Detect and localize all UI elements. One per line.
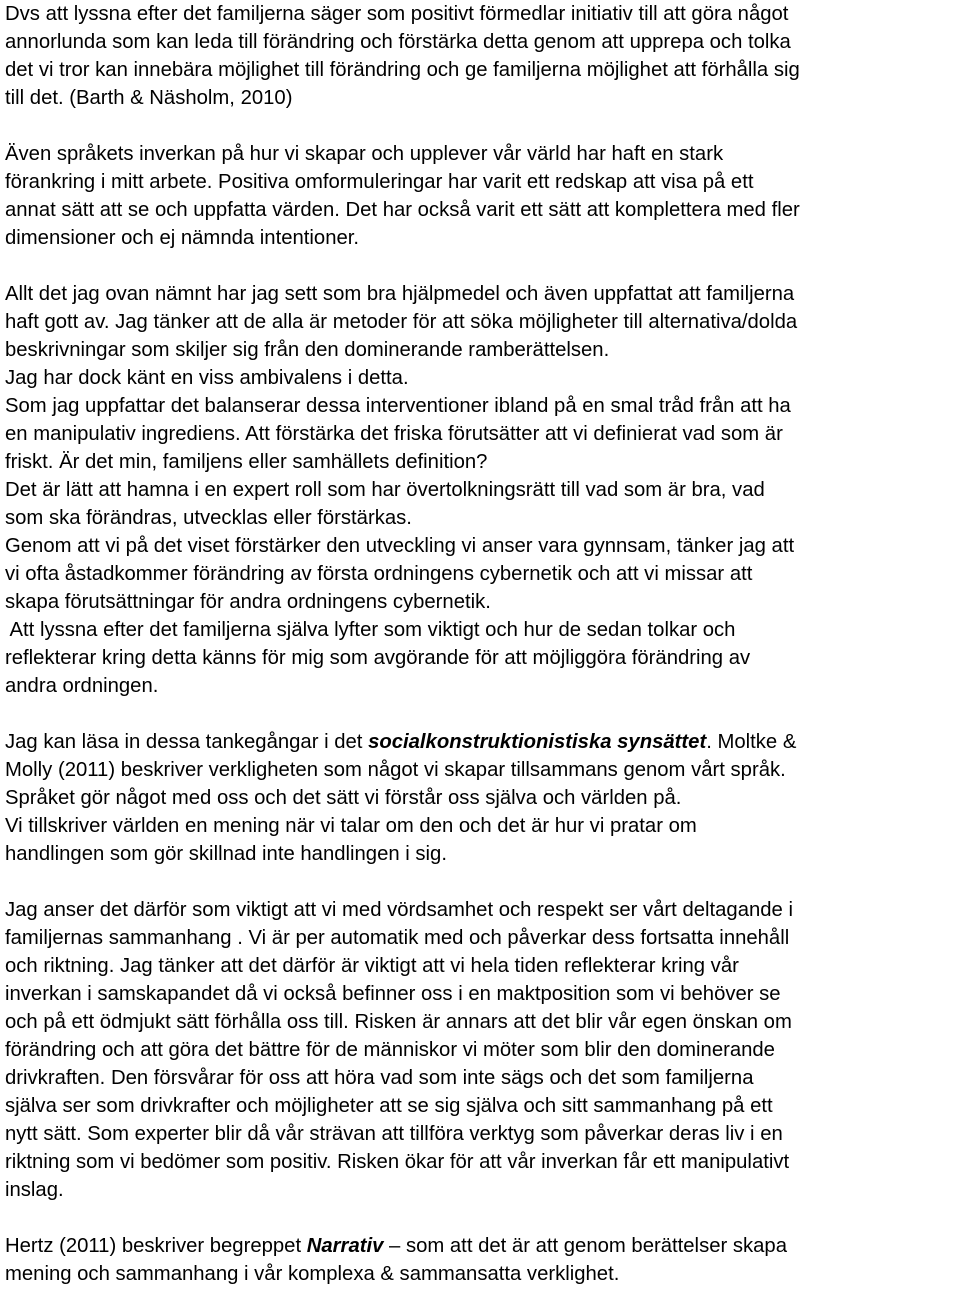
- paragraph-4: [5, 728, 957, 868]
- text-line: Jag har dock känt en viss ambivalens i detta.: [5, 367, 409, 389]
- text-line: Även språkets inverkan på hur vi skapar och upplever vår värld har haft en stark: [5, 143, 724, 165]
- paragraph-spacer: [5, 252, 957, 280]
- paragraph-1: [5, 0, 957, 112]
- text-line: nytt sätt. Som experter blir då vår strävan att tillföra verktyg som påverkar deras liv i en: [5, 1123, 783, 1145]
- text-line: andra ordningen.: [5, 675, 159, 697]
- text-line: Språket gör något med oss och det sätt vi förstår oss själva och världen på.: [5, 787, 682, 809]
- text-line: haft gott av. Jag tänker att de alla är metoder för att söka möjligheter till alternativa/dolda: [5, 311, 798, 333]
- text-line: annat sätt att se och uppfatta värden. Det har också varit ett sätt att komplettera med fler: [5, 199, 800, 221]
- text-line: och riktning. Jag tänker att det därför är viktigt att vi hela tiden reflekterar kring vår: [5, 955, 739, 977]
- text-line: Dvs att lyssna efter det familjerna säger som positivt förmedlar initiativ till att göra något: [5, 3, 789, 25]
- text-line: Genom att vi på det viset förstärker den utveckling vi anser vara gynnsam, tänker jag att: [5, 535, 795, 557]
- text-line: inslag.: [5, 1179, 64, 1201]
- text-line: till det. (Barth & Näsholm, 2010): [5, 87, 293, 109]
- text-line: beskrivningar som skiljer sig från den dominerande ramberättelsen.: [5, 339, 610, 361]
- text-line: skapa förutsättningar för andra ordningens cybernetik.: [5, 591, 491, 613]
- text-line: inverkan i samskapandet då vi också befinner oss i en maktposition som vi behöver se: [5, 983, 781, 1005]
- text-line: mening och sammanhang i vår komplexa & sammansatta verklighet.: [5, 1263, 620, 1285]
- text-line: annorlunda som kan leda till förändring och förstärka detta genom att upprepa och tolka: [5, 31, 791, 53]
- text-run: Jag kan läsa in dessa tankegångar i det: [5, 731, 369, 753]
- paragraph-3: [5, 280, 957, 700]
- text-line: Det är lätt att hamna i en expert roll som har övertolkningsrätt till vad som är bra, vad: [5, 479, 765, 501]
- text-line: reflekterar kring detta känns för mig som avgörande för att möjliggöra förändring av: [5, 647, 751, 669]
- paragraph-5: [5, 896, 957, 1204]
- text-line-with-emphasis: [5, 728, 957, 756]
- text-line-with-emphasis: [5, 1232, 957, 1260]
- emphasized-term: socialkonstruktionistiska synsättet: [368, 731, 707, 753]
- paragraph-spacer: [5, 1204, 957, 1232]
- paragraph-6: [5, 1232, 957, 1288]
- text-line: Allt det jag ovan nämnt har jag sett som bra hjälpmedel och även uppfattat att familjerna: [5, 283, 795, 305]
- paragraph-spacer: [5, 112, 957, 140]
- text-line: det vi tror kan innebära möjlighet till förändring och ge familjerna möjlighet att förhålla sig: [5, 59, 800, 81]
- document-page: [5, 0, 957, 1288]
- text-line: friskt. Är det min, familjens eller samhällets definition?: [5, 451, 488, 473]
- text-line: Som jag uppfattar det balanserar dessa interventioner ibland på en smal tråd från att ha: [5, 395, 791, 417]
- text-line: Vi tillskriver världen en mening när vi talar om den och det är hur vi pratar om: [5, 815, 697, 837]
- text-run: Hertz (2011) beskriver begreppet: [5, 1235, 307, 1257]
- text-line: familjernas sammanhang . Vi är per automatik med och påverkar dess fortsatta innehåll: [5, 927, 790, 949]
- text-line: Molly (2011) beskriver verkligheten som något vi skapar tillsammans genom vårt språk.: [5, 759, 786, 781]
- text-line: Jag anser det därför som viktigt att vi med vördsamhet och respekt ser vårt deltagande i: [5, 899, 793, 921]
- text-line: förändring och att göra det bättre för de människor vi möter som blir den dominerande: [5, 1039, 775, 1061]
- text-line: själva ser som drivkrafter och möjligheter att se sig själva och sitt sammanhang på ett: [5, 1095, 773, 1117]
- text-line: handlingen som gör skillnad inte handlingen i sig.: [5, 843, 447, 865]
- paragraph-2: [5, 140, 957, 252]
- text-line: och på ett ödmjukt sätt förhålla oss till. Risken är annars att det blir vår egen önskan om: [5, 1011, 792, 1033]
- text-line: som ska förändras, utvecklas eller förstärkas.: [5, 507, 412, 529]
- paragraph-spacer: [5, 700, 957, 728]
- text-line: riktning som vi bedömer som positiv. Risken ökar för att vår inverkan får ett manipulativt: [5, 1151, 790, 1173]
- text-line: dimensioner och ej nämnda intentioner.: [5, 227, 360, 249]
- paragraph-spacer: [5, 868, 957, 896]
- emphasized-term: Narrativ: [306, 1235, 384, 1257]
- text-line: drivkraften. Den försvårar för oss att höra vad som inte sägs och det som familjerna: [5, 1067, 754, 1089]
- text-run: – som att det är att genom berättelser skapa: [383, 1235, 787, 1257]
- text-line: en manipulativ ingrediens. Att förstärka det friska förutsätter att vi definierat vad som är: [5, 423, 783, 445]
- text-line: förankring i mitt arbete. Positiva omformuleringar har varit ett redskap att visa på ett: [5, 171, 754, 193]
- text-run: . Moltke &: [706, 731, 797, 753]
- text-line: Att lyssna efter det familjerna själva lyfter som viktigt och hur de sedan tolkar och: [5, 619, 736, 641]
- text-line: vi ofta åstadkommer förändring av första ordningens cybernetik och att vi missar att: [5, 563, 753, 585]
